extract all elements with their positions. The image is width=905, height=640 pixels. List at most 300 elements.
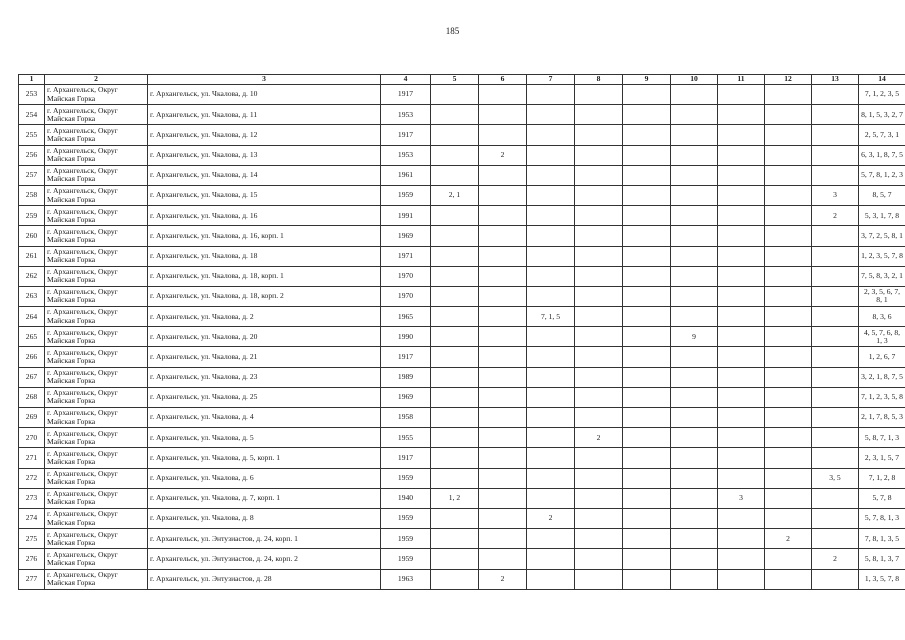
col-13-cell: 2	[812, 206, 859, 226]
district-cell: г. Архангельск, Округ Майская Горка	[45, 408, 148, 428]
district-cell: г. Архангельск, Округ Майская Горка	[45, 347, 148, 367]
col-14-cell: 1, 2, 6, 7	[859, 347, 905, 367]
col-10-cell	[671, 448, 718, 468]
col-5-cell	[431, 165, 479, 185]
table-row	[19, 367, 905, 387]
address-cell: г. Архангельск, ул. Энтузиастов, д. 24, корп. 2	[148, 549, 381, 569]
col-7-cell	[527, 347, 575, 367]
district-cell: г. Архангельск, Округ Майская Горка	[45, 569, 148, 589]
col-6-cell	[479, 85, 527, 105]
col-14-cell: 1, 2, 3, 5, 7, 8	[859, 246, 905, 266]
table-row	[19, 246, 905, 266]
col-8-cell	[575, 408, 623, 428]
col-7-cell	[527, 165, 575, 185]
col-12-cell	[765, 246, 812, 266]
table-row	[19, 145, 905, 165]
col-10-cell: 9	[671, 327, 718, 347]
col-5-cell	[431, 428, 479, 448]
table-row	[19, 549, 905, 569]
col-7-cell	[527, 246, 575, 266]
col-9-cell	[623, 266, 671, 286]
row-number-cell: 260	[19, 226, 45, 246]
col-9-cell	[623, 145, 671, 165]
column-header: 11	[718, 75, 765, 85]
table-row	[19, 488, 905, 508]
table-row	[19, 105, 905, 125]
year-cell: 1990	[381, 327, 431, 347]
col-5-cell	[431, 347, 479, 367]
row-number-cell: 254	[19, 105, 45, 125]
col-14-cell: 6, 3, 1, 8, 7, 5	[859, 145, 905, 165]
col-6-cell	[479, 508, 527, 528]
col-5-cell	[431, 246, 479, 266]
district-cell: г. Архангельск, Округ Майская Горка	[45, 145, 148, 165]
col-5-cell	[431, 468, 479, 488]
row-number-cell: 264	[19, 307, 45, 327]
col-9-cell	[623, 488, 671, 508]
col-10-cell	[671, 488, 718, 508]
column-header: 7	[527, 75, 575, 85]
col-11-cell	[718, 145, 765, 165]
col-10-cell	[671, 408, 718, 428]
col-6-cell	[479, 468, 527, 488]
col-10-cell	[671, 206, 718, 226]
col-13-cell: 2	[812, 549, 859, 569]
col-12-cell	[765, 85, 812, 105]
col-7-cell	[527, 145, 575, 165]
address-cell: г. Архангельск, ул. Чкалова, д. 12	[148, 125, 381, 145]
col-13-cell	[812, 327, 859, 347]
col-6-cell	[479, 488, 527, 508]
col-10-cell	[671, 165, 718, 185]
col-12-cell	[765, 145, 812, 165]
year-cell: 1959	[381, 468, 431, 488]
col-6-cell	[479, 448, 527, 468]
column-header: 2	[45, 75, 148, 85]
column-header: 6	[479, 75, 527, 85]
col-6-cell: 2	[479, 145, 527, 165]
district-cell: г. Архангельск, Округ Майская Горка	[45, 266, 148, 286]
year-cell: 1970	[381, 286, 431, 306]
col-5-cell	[431, 408, 479, 428]
year-cell: 1955	[381, 428, 431, 448]
col-10-cell	[671, 145, 718, 165]
col-13-cell	[812, 125, 859, 145]
col-13-cell	[812, 226, 859, 246]
col-8-cell	[575, 488, 623, 508]
col-11-cell	[718, 387, 765, 407]
col-12-cell	[765, 347, 812, 367]
col-7-cell	[527, 448, 575, 468]
row-number-cell: 266	[19, 347, 45, 367]
col-8-cell	[575, 246, 623, 266]
data-table	[18, 74, 905, 590]
col-7-cell	[527, 488, 575, 508]
address-cell: г. Архангельск, ул. Чкалова, д. 18, корп. 1	[148, 266, 381, 286]
address-cell: г. Архангельск, ул. Чкалова, д. 16, корп. 1	[148, 226, 381, 246]
col-8-cell	[575, 549, 623, 569]
address-cell: г. Архангельск, ул. Чкалова, д. 5	[148, 428, 381, 448]
col-9-cell	[623, 246, 671, 266]
year-cell: 1917	[381, 125, 431, 145]
col-11-cell	[718, 165, 765, 185]
col-9-cell	[623, 428, 671, 448]
column-header: 9	[623, 75, 671, 85]
address-cell: г. Архангельск, ул. Чкалова, д. 11	[148, 105, 381, 125]
col-12-cell: 2	[765, 529, 812, 549]
col-13-cell	[812, 448, 859, 468]
year-cell: 1917	[381, 347, 431, 367]
col-7-cell	[527, 286, 575, 306]
col-8-cell	[575, 125, 623, 145]
col-6-cell	[479, 266, 527, 286]
col-13-cell	[812, 387, 859, 407]
col-8-cell	[575, 226, 623, 246]
col-12-cell	[765, 408, 812, 428]
address-cell: г. Архангельск, ул. Чкалова, д. 14	[148, 165, 381, 185]
col-8-cell	[575, 266, 623, 286]
col-12-cell	[765, 468, 812, 488]
col-8-cell	[575, 448, 623, 468]
col-11-cell	[718, 226, 765, 246]
district-cell: г. Архангельск, Округ Майская Горка	[45, 165, 148, 185]
year-cell: 1958	[381, 408, 431, 428]
address-cell: г. Архангельск, ул. Чкалова, д. 25	[148, 387, 381, 407]
col-10-cell	[671, 185, 718, 205]
col-8-cell	[575, 529, 623, 549]
col-14-cell: 2, 3, 5, 6, 7, 8, 1	[859, 286, 905, 306]
col-12-cell	[765, 367, 812, 387]
col-11-cell	[718, 448, 765, 468]
district-cell: г. Архангельск, Округ Майская Горка	[45, 488, 148, 508]
col-12-cell	[765, 266, 812, 286]
column-header: 4	[381, 75, 431, 85]
col-7-cell	[527, 185, 575, 205]
table-row	[19, 307, 905, 327]
col-5-cell	[431, 448, 479, 468]
year-cell: 1969	[381, 226, 431, 246]
col-9-cell	[623, 206, 671, 226]
col-10-cell	[671, 428, 718, 448]
district-cell: г. Архангельск, Округ Майская Горка	[45, 549, 148, 569]
table-row	[19, 529, 905, 549]
col-8-cell	[575, 347, 623, 367]
district-cell: г. Архангельск, Округ Майская Горка	[45, 206, 148, 226]
row-number-cell: 276	[19, 549, 45, 569]
district-cell: г. Архангельск, Округ Майская Горка	[45, 448, 148, 468]
row-number-cell: 268	[19, 387, 45, 407]
table-row	[19, 226, 905, 246]
district-cell: г. Архангельск, Округ Майская Горка	[45, 387, 148, 407]
col-14-cell: 8, 1, 5, 3, 2, 7	[859, 105, 905, 125]
table-row	[19, 125, 905, 145]
col-6-cell	[479, 549, 527, 569]
year-cell: 1959	[381, 549, 431, 569]
col-5-cell	[431, 327, 479, 347]
col-10-cell	[671, 246, 718, 266]
district-cell: г. Архангельск, Округ Майская Горка	[45, 508, 148, 528]
col-14-cell: 2, 3, 1, 5, 7	[859, 448, 905, 468]
col-14-cell: 7, 1, 2, 8	[859, 468, 905, 488]
col-11-cell	[718, 468, 765, 488]
address-cell: г. Архангельск, ул. Чкалова, д. 2	[148, 307, 381, 327]
table-row	[19, 408, 905, 428]
col-12-cell	[765, 387, 812, 407]
table-row	[19, 428, 905, 448]
col-13-cell	[812, 347, 859, 367]
row-number-cell: 274	[19, 508, 45, 528]
year-cell: 1959	[381, 508, 431, 528]
col-13-cell	[812, 286, 859, 306]
col-14-cell: 3, 7, 2, 5, 8, 1	[859, 226, 905, 246]
column-header: 14	[859, 75, 905, 85]
col-6-cell	[479, 529, 527, 549]
year-cell: 1953	[381, 105, 431, 125]
column-header: 5	[431, 75, 479, 85]
col-11-cell	[718, 327, 765, 347]
row-number-cell: 263	[19, 286, 45, 306]
col-9-cell	[623, 85, 671, 105]
col-5-cell	[431, 145, 479, 165]
col-13-cell	[812, 508, 859, 528]
col-12-cell	[765, 448, 812, 468]
col-14-cell: 5, 3, 1, 7, 8	[859, 206, 905, 226]
year-cell: 1940	[381, 488, 431, 508]
col-12-cell	[765, 488, 812, 508]
col-6-cell	[479, 347, 527, 367]
district-cell: г. Архангельск, Округ Майская Горка	[45, 185, 148, 205]
address-cell: г. Архангельск, ул. Чкалова, д. 4	[148, 408, 381, 428]
col-9-cell	[623, 549, 671, 569]
col-6-cell: 2	[479, 569, 527, 589]
col-12-cell	[765, 569, 812, 589]
col-7-cell	[527, 529, 575, 549]
col-6-cell	[479, 367, 527, 387]
col-9-cell	[623, 408, 671, 428]
district-cell: г. Архангельск, Округ Майская Горка	[45, 468, 148, 488]
col-8-cell	[575, 387, 623, 407]
col-14-cell: 2, 1, 7, 8, 5, 3	[859, 408, 905, 428]
address-cell: г. Архангельск, ул. Энтузиастов, д. 28	[148, 569, 381, 589]
col-9-cell	[623, 165, 671, 185]
col-14-cell: 1, 3, 5, 7, 8	[859, 569, 905, 589]
col-9-cell	[623, 327, 671, 347]
col-7-cell	[527, 206, 575, 226]
col-6-cell	[479, 408, 527, 428]
col-11-cell	[718, 185, 765, 205]
col-10-cell	[671, 508, 718, 528]
table-row	[19, 85, 905, 105]
year-cell: 1917	[381, 85, 431, 105]
col-7-cell	[527, 408, 575, 428]
year-cell: 1963	[381, 569, 431, 589]
col-7-cell: 2	[527, 508, 575, 528]
col-10-cell	[671, 105, 718, 125]
col-11-cell	[718, 408, 765, 428]
col-11-cell	[718, 367, 765, 387]
district-cell: г. Архангельск, Округ Майская Горка	[45, 307, 148, 327]
table-row	[19, 327, 905, 347]
col-12-cell	[765, 105, 812, 125]
col-6-cell	[479, 105, 527, 125]
row-number-cell: 253	[19, 85, 45, 105]
col-14-cell: 8, 5, 7	[859, 185, 905, 205]
col-10-cell	[671, 125, 718, 145]
row-number-cell: 258	[19, 185, 45, 205]
row-number-cell: 271	[19, 448, 45, 468]
district-cell: г. Архангельск, Округ Майская Горка	[45, 105, 148, 125]
col-9-cell	[623, 529, 671, 549]
col-7-cell	[527, 549, 575, 569]
col-13-cell	[812, 428, 859, 448]
address-cell: г. Архангельск, ул. Чкалова, д. 6	[148, 468, 381, 488]
col-13-cell	[812, 145, 859, 165]
col-10-cell	[671, 529, 718, 549]
col-10-cell	[671, 286, 718, 306]
col-8-cell	[575, 569, 623, 589]
address-cell: г. Архангельск, ул. Чкалова, д. 23	[148, 367, 381, 387]
district-cell: г. Архангельск, Округ Майская Горка	[45, 428, 148, 448]
col-6-cell	[479, 387, 527, 407]
col-9-cell	[623, 569, 671, 589]
col-14-cell: 5, 7, 8	[859, 488, 905, 508]
col-13-cell	[812, 165, 859, 185]
col-13-cell: 3	[812, 185, 859, 205]
col-10-cell	[671, 226, 718, 246]
col-8-cell	[575, 327, 623, 347]
col-9-cell	[623, 226, 671, 246]
year-cell: 1965	[381, 307, 431, 327]
col-14-cell: 7, 1, 2, 3, 5, 8	[859, 387, 905, 407]
table-row	[19, 206, 905, 226]
address-cell: г. Архангельск, ул. Чкалова, д. 13	[148, 145, 381, 165]
year-cell: 1917	[381, 448, 431, 468]
col-6-cell	[479, 226, 527, 246]
year-cell: 1991	[381, 206, 431, 226]
col-10-cell	[671, 569, 718, 589]
row-number-cell: 270	[19, 428, 45, 448]
col-13-cell	[812, 246, 859, 266]
col-11-cell: 3	[718, 488, 765, 508]
col-6-cell	[479, 206, 527, 226]
col-10-cell	[671, 387, 718, 407]
year-cell: 1959	[381, 185, 431, 205]
col-12-cell	[765, 286, 812, 306]
col-7-cell	[527, 266, 575, 286]
col-12-cell	[765, 185, 812, 205]
col-11-cell	[718, 569, 765, 589]
col-6-cell	[479, 428, 527, 448]
table-row	[19, 387, 905, 407]
col-11-cell	[718, 549, 765, 569]
col-10-cell	[671, 347, 718, 367]
address-cell: г. Архангельск, ул. Чкалова, д. 18, корп. 2	[148, 286, 381, 306]
col-9-cell	[623, 347, 671, 367]
col-12-cell	[765, 428, 812, 448]
col-14-cell: 5, 8, 1, 3, 7	[859, 549, 905, 569]
col-10-cell	[671, 307, 718, 327]
year-cell: 1970	[381, 266, 431, 286]
col-8-cell	[575, 206, 623, 226]
col-10-cell	[671, 549, 718, 569]
col-11-cell	[718, 105, 765, 125]
col-5-cell	[431, 105, 479, 125]
col-5-cell	[431, 367, 479, 387]
col-12-cell	[765, 508, 812, 528]
col-7-cell	[527, 327, 575, 347]
year-cell: 1961	[381, 165, 431, 185]
col-7-cell	[527, 468, 575, 488]
col-5-cell	[431, 286, 479, 306]
table-row	[19, 347, 905, 367]
col-6-cell	[479, 327, 527, 347]
col-8-cell	[575, 307, 623, 327]
col-6-cell	[479, 307, 527, 327]
col-8-cell	[575, 468, 623, 488]
col-6-cell	[479, 185, 527, 205]
col-10-cell	[671, 85, 718, 105]
column-header: 13	[812, 75, 859, 85]
col-5-cell	[431, 569, 479, 589]
col-9-cell	[623, 448, 671, 468]
col-14-cell: 4, 5, 7, 6, 8, 1, 3	[859, 327, 905, 347]
col-14-cell: 7, 1, 2, 3, 5	[859, 85, 905, 105]
col-7-cell	[527, 367, 575, 387]
col-12-cell	[765, 226, 812, 246]
column-header: 1	[19, 75, 45, 85]
district-cell: г. Архангельск, Округ Майская Горка	[45, 367, 148, 387]
col-8-cell	[575, 367, 623, 387]
col-12-cell	[765, 125, 812, 145]
col-9-cell	[623, 185, 671, 205]
col-11-cell	[718, 125, 765, 145]
col-6-cell	[479, 165, 527, 185]
column-header: 8	[575, 75, 623, 85]
row-number-cell: 272	[19, 468, 45, 488]
col-7-cell	[527, 105, 575, 125]
address-cell: г. Архангельск, ул. Энтузиастов, д. 24, корп. 1	[148, 529, 381, 549]
col-9-cell	[623, 468, 671, 488]
col-7-cell	[527, 569, 575, 589]
col-14-cell: 8, 3, 6	[859, 307, 905, 327]
col-13-cell	[812, 266, 859, 286]
col-14-cell: 3, 2, 1, 8, 7, 5	[859, 367, 905, 387]
address-cell: г. Архангельск, ул. Чкалова, д. 5, корп. 1	[148, 448, 381, 468]
col-9-cell	[623, 105, 671, 125]
col-13-cell	[812, 105, 859, 125]
col-5-cell: 1, 2	[431, 488, 479, 508]
table-row	[19, 569, 905, 589]
col-11-cell	[718, 266, 765, 286]
table-row	[19, 165, 905, 185]
col-14-cell: 5, 7, 8, 1, 3	[859, 508, 905, 528]
col-11-cell	[718, 246, 765, 266]
address-cell: г. Архангельск, ул. Чкалова, д. 20	[148, 327, 381, 347]
col-8-cell	[575, 85, 623, 105]
row-number-cell: 269	[19, 408, 45, 428]
col-11-cell	[718, 286, 765, 306]
address-cell: г. Архангельск, ул. Чкалова, д. 8	[148, 508, 381, 528]
col-12-cell	[765, 307, 812, 327]
year-cell: 1969	[381, 387, 431, 407]
column-header: 12	[765, 75, 812, 85]
column-header: 3	[148, 75, 381, 85]
col-12-cell	[765, 165, 812, 185]
col-5-cell	[431, 307, 479, 327]
col-5-cell: 2, 1	[431, 185, 479, 205]
col-14-cell: 7, 5, 8, 3, 2, 1	[859, 266, 905, 286]
col-6-cell	[479, 286, 527, 306]
